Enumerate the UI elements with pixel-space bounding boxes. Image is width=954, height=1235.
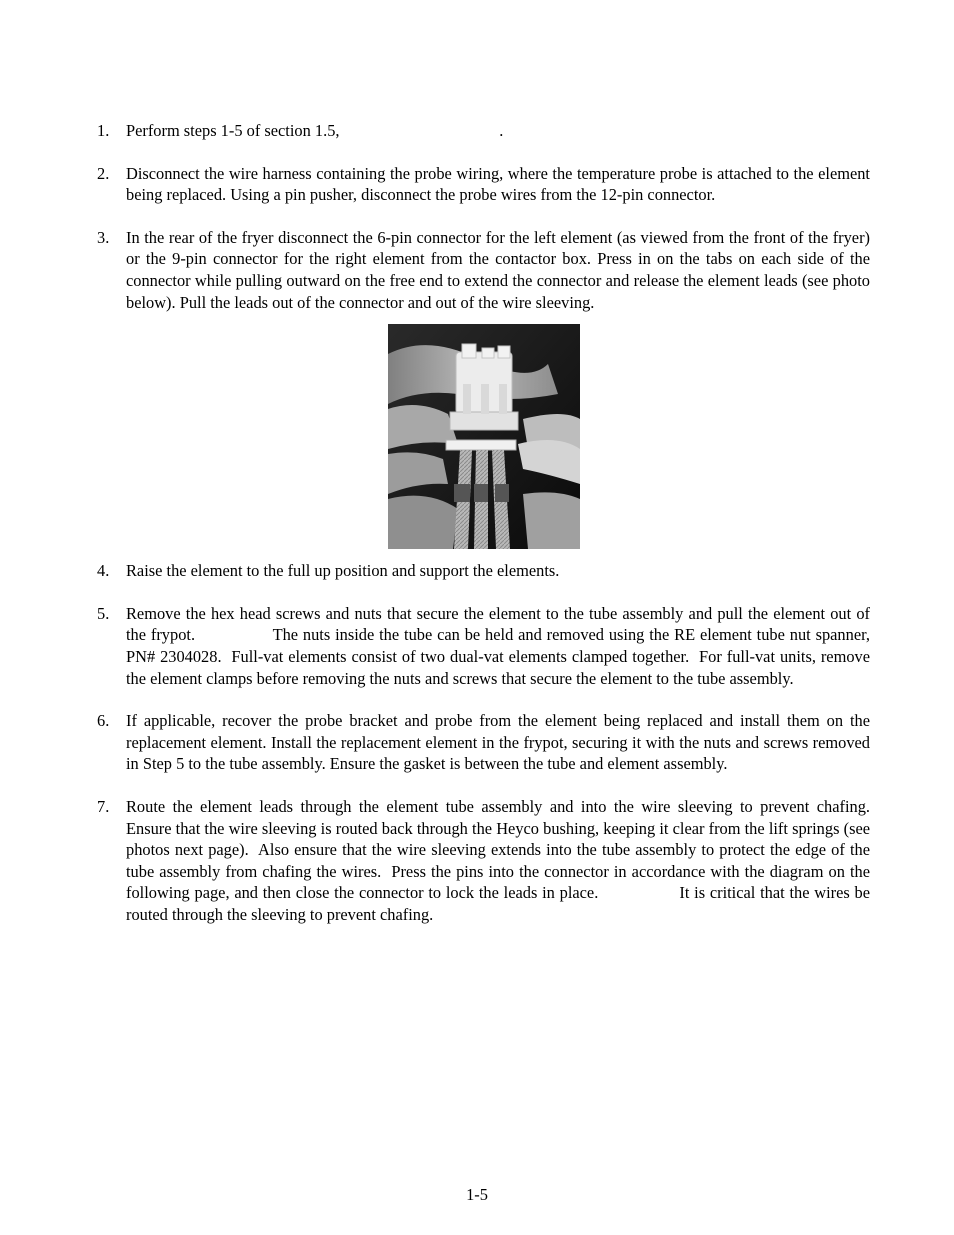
step-6 [97,710,870,775]
step-5 [97,603,875,689]
step-number: 5. [97,603,110,623]
step-7 [97,796,879,926]
step-number: 7. [97,796,110,816]
step-3 [97,227,870,313]
step-4 [97,560,870,582]
page-number: 1-5 [466,1185,488,1204]
step-text: Perform steps 1-5 of section 1.5, . [126,121,504,140]
connector-photo [388,324,580,549]
step-number: 4. [97,561,110,581]
step-number: 1. [97,121,110,140]
procedure-steps [97,120,879,925]
step-number: 6. [97,711,110,731]
step-text: In the rear of the fryer disconnect the 6-pin connector for the left element (as viewed from the front of the fryer) or the 9-pin connector for the right element from the contactor box. Press in on the tabs on each side of the connector while pulling outward on the free end to extend the connector and release the element leads (see photo below). Pull the leads out of the connector and out of the wire sleeving. [126,227,870,312]
step-2 [97,163,870,206]
step-text: Raise the element to the full up position and support the elements. [126,561,560,581]
step-text: Route the element leads through the element tube assembly and into the wire sleeving to prevent chafing. Ensure that the wire sleeving is routed back through the Heyco bushing, keeping it clear from the lift springs (see photos next page). Also ensure that the wire sleeving extends into the tube assembly to protect the edge of the tube assembly from chafing the wires. Press the pins into the connector in accordance with the diagram on the following page, and then close the connector to lock the leads in place. It is critical that the wires be routed through the sleeving to prevent chafing. [126,796,879,924]
connector-photo-item [97,324,870,549]
step-text: If applicable, recover the probe bracket and probe from the element being replaced and install them on the replacement element. Install the replacement element in the frypot, securing it with the nuts and screws removed in Step 5 to the tube assembly. Ensure the gasket is between the tube and element assembly. [126,711,870,774]
step-text: Disconnect the wire harness containing the probe wiring, where the temperature probe is attached to the element being replaced. Using a pin pusher, disconnect the probe wires from the 12-pin connector. [126,163,870,205]
step-1 [97,120,870,142]
step-number: 2. [97,163,110,183]
step-text: Remove the hex head screws and nuts that secure the element to the tube assembly and pull the element out of the frypot. The nuts inside the tube can be held and removed using the RE element tube nut spanner, PN# 2304028. Full-vat elements consist of two dual-vat elements clamped together. For full-vat units, remove the element clamps before removing the nuts and screws that secure the element to the tube assembly. [126,603,875,688]
step-number: 3. [97,227,110,247]
